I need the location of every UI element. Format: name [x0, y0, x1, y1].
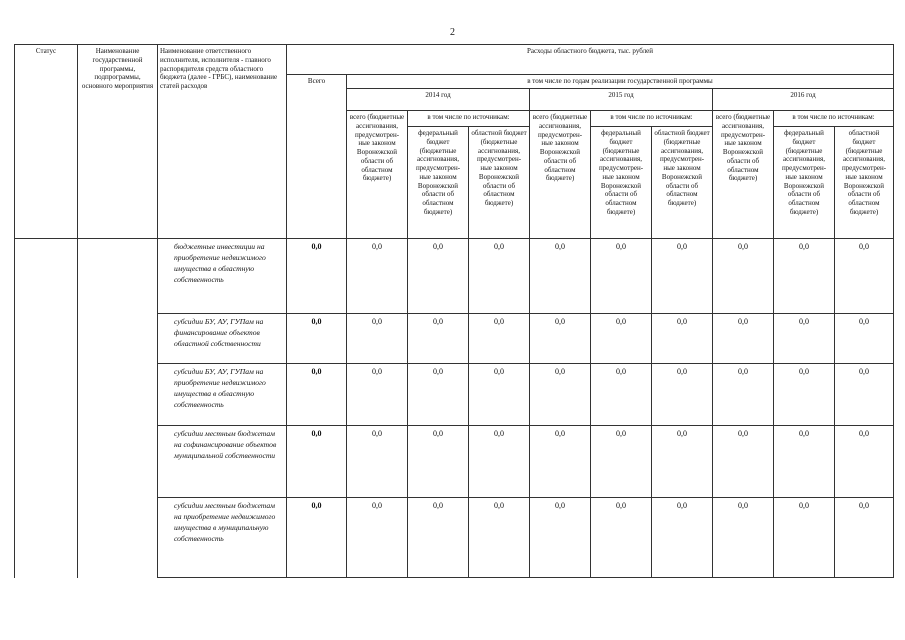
- row-value: 0,0: [530, 498, 591, 578]
- header-regional-2016: областной бюджет (бюджетные ассигнования, предусмотрен- ные законом Воронежской области об областном бюджете): [835, 127, 894, 239]
- row-value: 0,0: [591, 364, 652, 426]
- row-value: 0,0: [652, 314, 713, 364]
- row-value: 0,0: [835, 239, 894, 314]
- header-executor-name: Наименование ответственного исполнителя, исполнителя - главного распорядителя средств областного бюджета (далее - ГРБС), наименование статей расходов: [158, 45, 287, 239]
- row-value: 0,0: [652, 426, 713, 498]
- program-cell: [78, 364, 158, 426]
- row-label: субсидии БУ, АУ, ГУПам на финансирование объектов областной собственности: [158, 314, 287, 364]
- row-value: 0,0: [774, 498, 835, 578]
- row-value: 0,0: [774, 239, 835, 314]
- header-all-2014: всего (бюджетные ассигнования, предусмотрен- ные законом Воронежской области об областном бюджете): [347, 111, 408, 239]
- row-label: субсидии местным бюджетам на приобретение недвижимого имущества в муниципальную собственность: [158, 498, 287, 578]
- header-status: Статус: [15, 45, 78, 239]
- row-value: 0,0: [347, 498, 408, 578]
- row-value: 0,0: [408, 426, 469, 498]
- page-number: 2: [450, 27, 455, 38]
- header-regional-2015: областной бюджет (бюджетные ассигнования, предусмотрен- ные законом Воронежской области об областном бюджете): [652, 127, 713, 239]
- program-cell: [78, 426, 158, 498]
- row-label: субсидии БУ, АУ, ГУПам на приобретение недвижимого имущества в областную собственность: [158, 364, 287, 426]
- row-value: 0,0: [713, 498, 774, 578]
- table-row: [15, 364, 894, 426]
- header-by-years: в том числе по годам реализации государственной программы: [347, 75, 894, 89]
- header-sources-2015: в том числе по источникам:: [591, 111, 713, 127]
- row-value: 0,0: [652, 239, 713, 314]
- row-value: 0,0: [469, 364, 530, 426]
- row-value: 0,0: [652, 498, 713, 578]
- row-value: 0,0: [774, 364, 835, 426]
- header-all-2016: всего (бюджетные ассигнования, предусмотрен- ные законом Воронежской области об областном бюджете): [713, 111, 774, 239]
- row-value: 0,0: [408, 314, 469, 364]
- row-total: 0,0: [287, 364, 347, 426]
- header-year-2016: 2016 год: [713, 89, 894, 111]
- row-value: 0,0: [713, 314, 774, 364]
- row-value: 0,0: [530, 426, 591, 498]
- row-value: 0,0: [469, 426, 530, 498]
- row-value: 0,0: [835, 426, 894, 498]
- row-value: 0,0: [591, 498, 652, 578]
- header-total: Всего: [287, 75, 347, 239]
- status-cell: [15, 314, 78, 364]
- header-all-2015: всего (бюджетные ассигнования, предусмотрен- ные законом Воронежской области об областном бюджете): [530, 111, 591, 239]
- row-value: 0,0: [469, 314, 530, 364]
- header-federal-2015: федеральный бюджет (бюджетные ассигнования, предусмотрен- ные законом Воронежской области об областном бюджете): [591, 127, 652, 239]
- row-total: 0,0: [287, 314, 347, 364]
- table-row: [15, 498, 894, 578]
- row-value: 0,0: [835, 498, 894, 578]
- program-cell: [78, 239, 158, 314]
- program-cell: [78, 498, 158, 578]
- row-value: 0,0: [774, 426, 835, 498]
- table-row: [15, 314, 894, 364]
- row-value: 0,0: [591, 239, 652, 314]
- table-row: [15, 426, 894, 498]
- header-expenses: Расходы областного бюджета, тыс. рублей: [287, 45, 894, 75]
- row-value: 0,0: [652, 364, 713, 426]
- row-value: 0,0: [591, 426, 652, 498]
- row-value: 0,0: [591, 314, 652, 364]
- row-value: 0,0: [408, 498, 469, 578]
- row-value: 0,0: [713, 426, 774, 498]
- program-cell: [78, 314, 158, 364]
- row-value: 0,0: [347, 314, 408, 364]
- row-value: 0,0: [469, 498, 530, 578]
- row-value: 0,0: [347, 426, 408, 498]
- status-cell: [15, 364, 78, 426]
- row-total: 0,0: [287, 426, 347, 498]
- row-value: 0,0: [835, 314, 894, 364]
- header-year-2014: 2014 год: [347, 89, 530, 111]
- row-value: 0,0: [347, 364, 408, 426]
- row-value: 0,0: [347, 239, 408, 314]
- row-value: 0,0: [530, 314, 591, 364]
- header-program-name: Наименование государственной программы, подпрограммы, основного мероприятия: [78, 45, 158, 239]
- row-value: 0,0: [774, 314, 835, 364]
- row-label: субсидии местным бюджетам на софинансирование объектов муниципальной собственности: [158, 426, 287, 498]
- header-federal-2014: федеральный бюджет (бюджетные ассигнования, предусмотрен- ные законом Воронежской области об областном бюджете): [408, 127, 469, 239]
- status-cell: [15, 426, 78, 498]
- header-year-2015: 2015 год: [530, 89, 713, 111]
- header-sources-2016: в том числе по источникам:: [774, 111, 894, 127]
- row-label: бюджетные инвестиции на приобретение недвижимого имущества в областную собственность: [158, 239, 287, 314]
- table-row: [15, 239, 894, 314]
- row-total: 0,0: [287, 498, 347, 578]
- row-value: 0,0: [408, 364, 469, 426]
- header-federal-2016: федеральный бюджет (бюджетные ассигнования, предусмотрен- ные законом Воронежской области об областном бюджете): [774, 127, 835, 239]
- row-value: 0,0: [713, 364, 774, 426]
- budget-table: [14, 44, 894, 578]
- row-value: 0,0: [835, 364, 894, 426]
- header-sources-2014: в том числе по источникам:: [408, 111, 530, 127]
- row-total: 0,0: [287, 239, 347, 314]
- header-regional-2014: областной бюджет (бюджетные ассигнования, предусмотрен- ные законом Воронежской области об областном бюджете): [469, 127, 530, 239]
- status-cell: [15, 239, 78, 314]
- row-value: 0,0: [713, 239, 774, 314]
- status-cell: [15, 498, 78, 578]
- row-value: 0,0: [530, 239, 591, 314]
- row-value: 0,0: [530, 364, 591, 426]
- row-value: 0,0: [469, 239, 530, 314]
- row-value: 0,0: [408, 239, 469, 314]
